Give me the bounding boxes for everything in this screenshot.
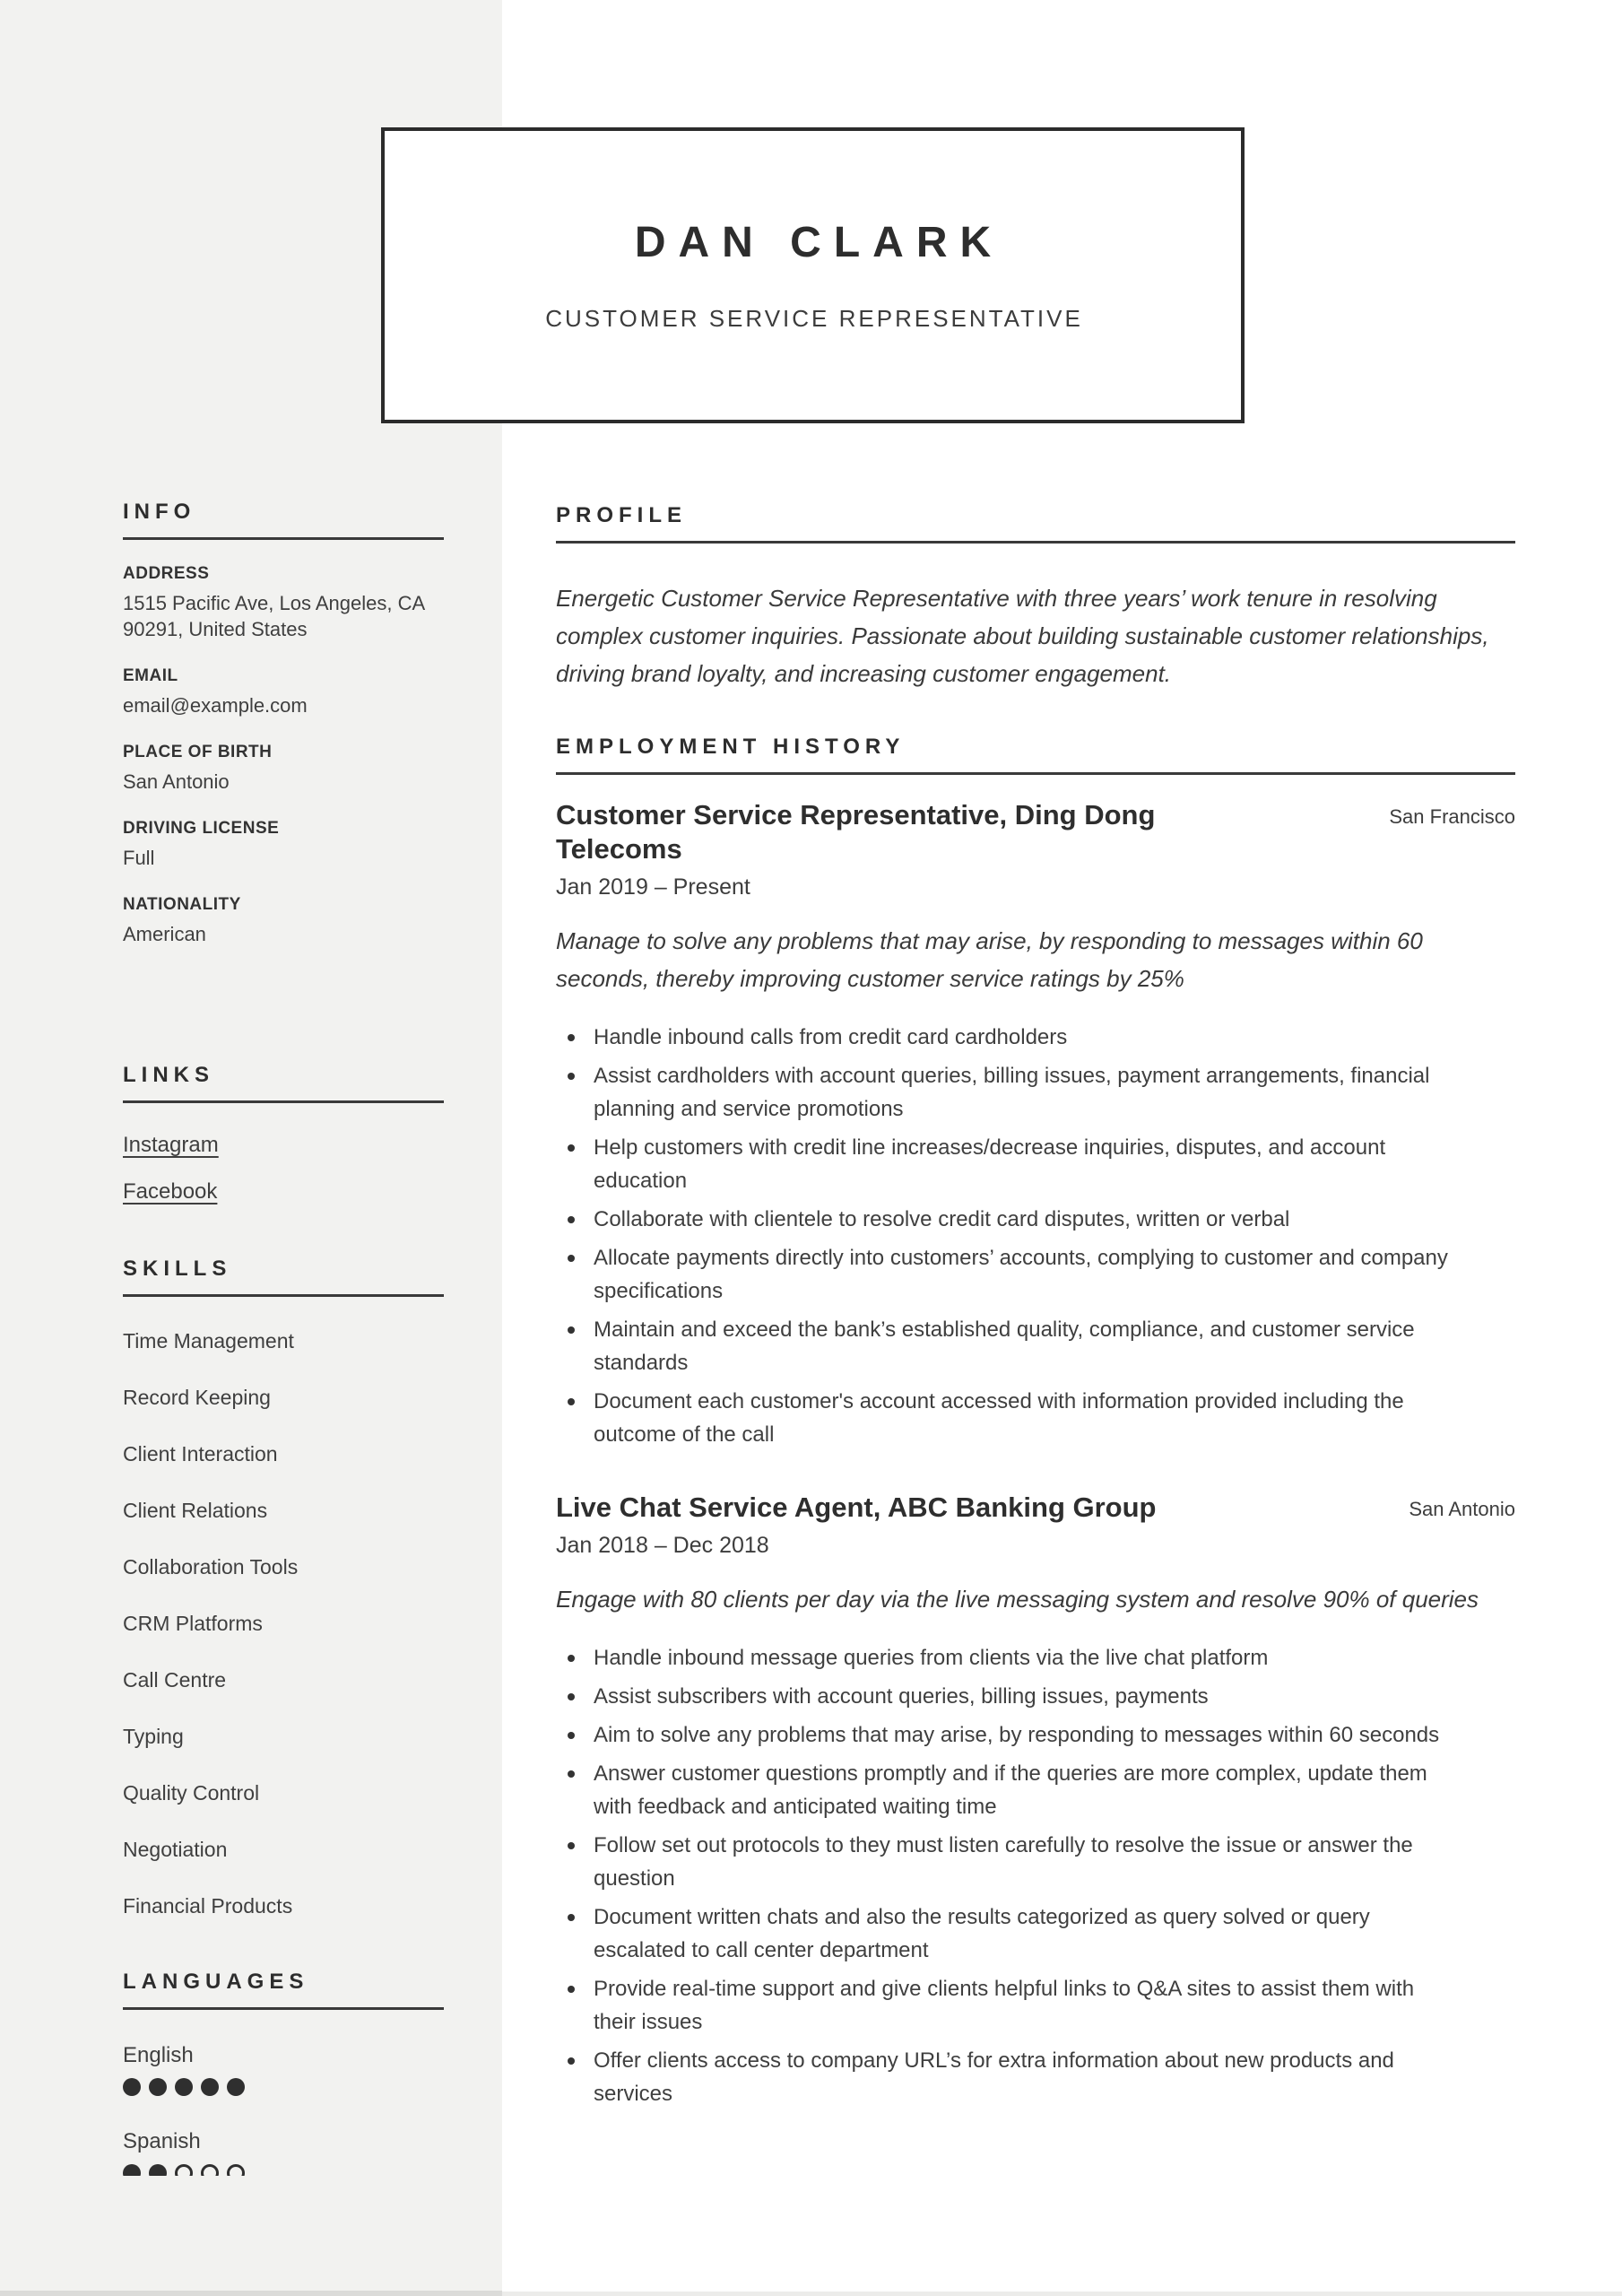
profile-text: Energetic Customer Service Representative with three years’ work tenure in resolving complex customer inquiries. Passionate about building sustainable customer relationships, driving brand loyalty, and increasing customer engagement. <box>556 585 1489 687</box>
links-heading: LINKS <box>123 1063 214 1087</box>
job-bullet: Provide real-time support and give clients helpful links to Q&A sites to assist them with their issues <box>556 1972 1515 2039</box>
sidebar <box>123 499 444 2176</box>
person-job-title: CUSTOMER SERVICE REPRESENTATIVE <box>545 305 1083 332</box>
info-value: San Antonio <box>123 770 230 793</box>
job-header <box>556 798 1515 866</box>
profile-heading: PROFILE <box>556 503 688 527</box>
info-label: DRIVING LICENSE <box>123 819 280 838</box>
job-bullet: Assist cardholders with account queries, billing issues, payment arrangements, financial planning and service promotions <box>556 1059 1515 1126</box>
language-level-dots <box>123 2164 444 2176</box>
info-heading: INFO <box>123 500 196 524</box>
info-value: Full <box>123 847 155 869</box>
page-bottom-edge-left <box>0 2291 502 2296</box>
level-dot-filled <box>123 2164 141 2176</box>
level-dot-filled <box>201 2078 219 2096</box>
job-header <box>556 1491 1515 1525</box>
info-item-nationality <box>123 895 444 947</box>
skill-item: Collaboration Tools <box>123 1555 299 1578</box>
info-item-place-of-birth <box>123 743 444 795</box>
info-value: 1515 Pacific Ave, Los Angeles, CA 90291, United States <box>123 592 424 640</box>
job-bullet-list <box>556 1641 1515 2110</box>
info-value: American <box>123 923 206 945</box>
job-title: Customer Service Representative, Ding Dong Telecoms <box>556 799 1156 865</box>
job-bullet: Collaborate with clientele to resolve credit card disputes, written or verbal <box>556 1203 1515 1236</box>
job-summary: Manage to solve any problems that may arise, by responding to messages within 60 seconds, thereby improving customer service ratings by 25% <box>556 927 1423 992</box>
profile-section <box>556 502 1515 692</box>
info-value: email@example.com <box>123 694 308 717</box>
job-bullet-list <box>556 1021 1515 1451</box>
language-item <box>123 2128 444 2176</box>
language-name: English <box>123 2043 194 2067</box>
language-item <box>123 2042 444 2096</box>
language-name: Spanish <box>123 2129 201 2153</box>
info-label: PLACE OF BIRTH <box>123 743 273 761</box>
job-bullet: Handle inbound message queries from clients via the live chat platform <box>556 1641 1515 1674</box>
skills-heading: SKILLS <box>123 1257 232 1281</box>
job-bullet: Answer customer questions promptly and if the queries are more complex, update them with feedback and anticipated waiting time <box>556 1757 1515 1823</box>
job-bullet: Help customers with credit line increases/decrease inquiries, disputes, and account education <box>556 1131 1515 1197</box>
job-bullet: Assist subscribers with account queries, billing issues, payments <box>556 1680 1515 1713</box>
level-dot-empty <box>175 2164 193 2176</box>
info-item-driving-license <box>123 819 444 871</box>
skill-item: CRM Platforms <box>123 1612 263 1635</box>
job-location: San Antonio <box>1409 1498 1515 1520</box>
employment-section <box>556 734 1515 2110</box>
job-bullet: Aim to solve any problems that may arise, by responding to messages within 60 seconds <box>556 1718 1515 1752</box>
skill-item: Financial Products <box>123 1894 293 1918</box>
job-title: Live Chat Service Agent, ABC Banking Group <box>556 1492 1157 1523</box>
skills-section <box>123 1256 444 1918</box>
skill-item: Typing <box>123 1725 184 1748</box>
job-bullet: Allocate payments directly into customers’ accounts, complying to customer and company specifications <box>556 1241 1515 1308</box>
instagram-link[interactable]: Instagram <box>123 1133 219 1157</box>
skill-item: Time Management <box>123 1329 294 1352</box>
skill-item: Client Relations <box>123 1499 268 1522</box>
job-bullet: Follow set out protocols to they must listen carefully to resolve the issue or answer the question <box>556 1829 1515 1895</box>
info-label: ADDRESS <box>123 564 210 583</box>
job-entry-ding-dong-telecoms <box>556 798 1515 1451</box>
level-dot-filled <box>227 2078 245 2096</box>
info-item-email <box>123 666 444 718</box>
language-level-dots <box>123 2078 444 2096</box>
job-dates: Jan 2019 – Present <box>556 874 750 900</box>
info-section <box>123 499 444 947</box>
level-dot-filled <box>123 2078 141 2096</box>
job-bullet: Document written chats and also the results categorized as query solved or query escalated to call center department <box>556 1900 1515 1967</box>
level-dot-filled <box>149 2078 167 2096</box>
level-dot-empty <box>227 2164 245 2176</box>
level-dot-empty <box>201 2164 219 2176</box>
job-summary: Engage with 80 clients per day via the live messaging system and resolve 90% of queries <box>556 1586 1479 1613</box>
skill-item: Client Interaction <box>123 1442 278 1465</box>
section-rule <box>123 1100 444 1103</box>
skill-item: Call Centre <box>123 1668 227 1692</box>
level-dot-filled <box>149 2164 167 2176</box>
links-section <box>123 1062 444 1205</box>
main-column <box>556 502 1515 2110</box>
job-dates: Jan 2018 – Dec 2018 <box>556 1533 769 1558</box>
level-dot-filled <box>175 2078 193 2096</box>
languages-heading: LANGUAGES <box>123 1970 309 1994</box>
job-entry-abc-banking-group <box>556 1491 1515 2110</box>
section-rule <box>123 2007 444 2010</box>
section-rule <box>556 772 1515 775</box>
person-name: DAN CLARK <box>634 219 1004 266</box>
section-rule <box>123 1294 444 1297</box>
info-item-address <box>123 564 444 642</box>
header-box <box>381 127 1245 423</box>
info-label: NATIONALITY <box>123 895 241 914</box>
job-bullet: Maintain and exceed the bank’s established quality, compliance, and customer service standards <box>556 1313 1515 1379</box>
employment-heading: EMPLOYMENT HISTORY <box>556 735 906 759</box>
skill-item: Record Keeping <box>123 1386 271 1409</box>
section-rule <box>123 537 444 540</box>
job-bullet: Handle inbound calls from credit card cardholders <box>556 1021 1515 1054</box>
skill-item: Negotiation <box>123 1838 228 1861</box>
skill-item: Quality Control <box>123 1781 260 1805</box>
facebook-link[interactable]: Facebook <box>123 1179 218 1204</box>
job-bullet: Document each customer's account accessed with information provided including the outcome of the call <box>556 1385 1515 1451</box>
job-location: San Francisco <box>1389 805 1515 828</box>
info-label: EMAIL <box>123 666 178 685</box>
section-rule <box>556 541 1515 544</box>
languages-section <box>123 1969 444 2176</box>
job-bullet: Offer clients access to company URL’s for extra information about new products and services <box>556 2044 1515 2110</box>
